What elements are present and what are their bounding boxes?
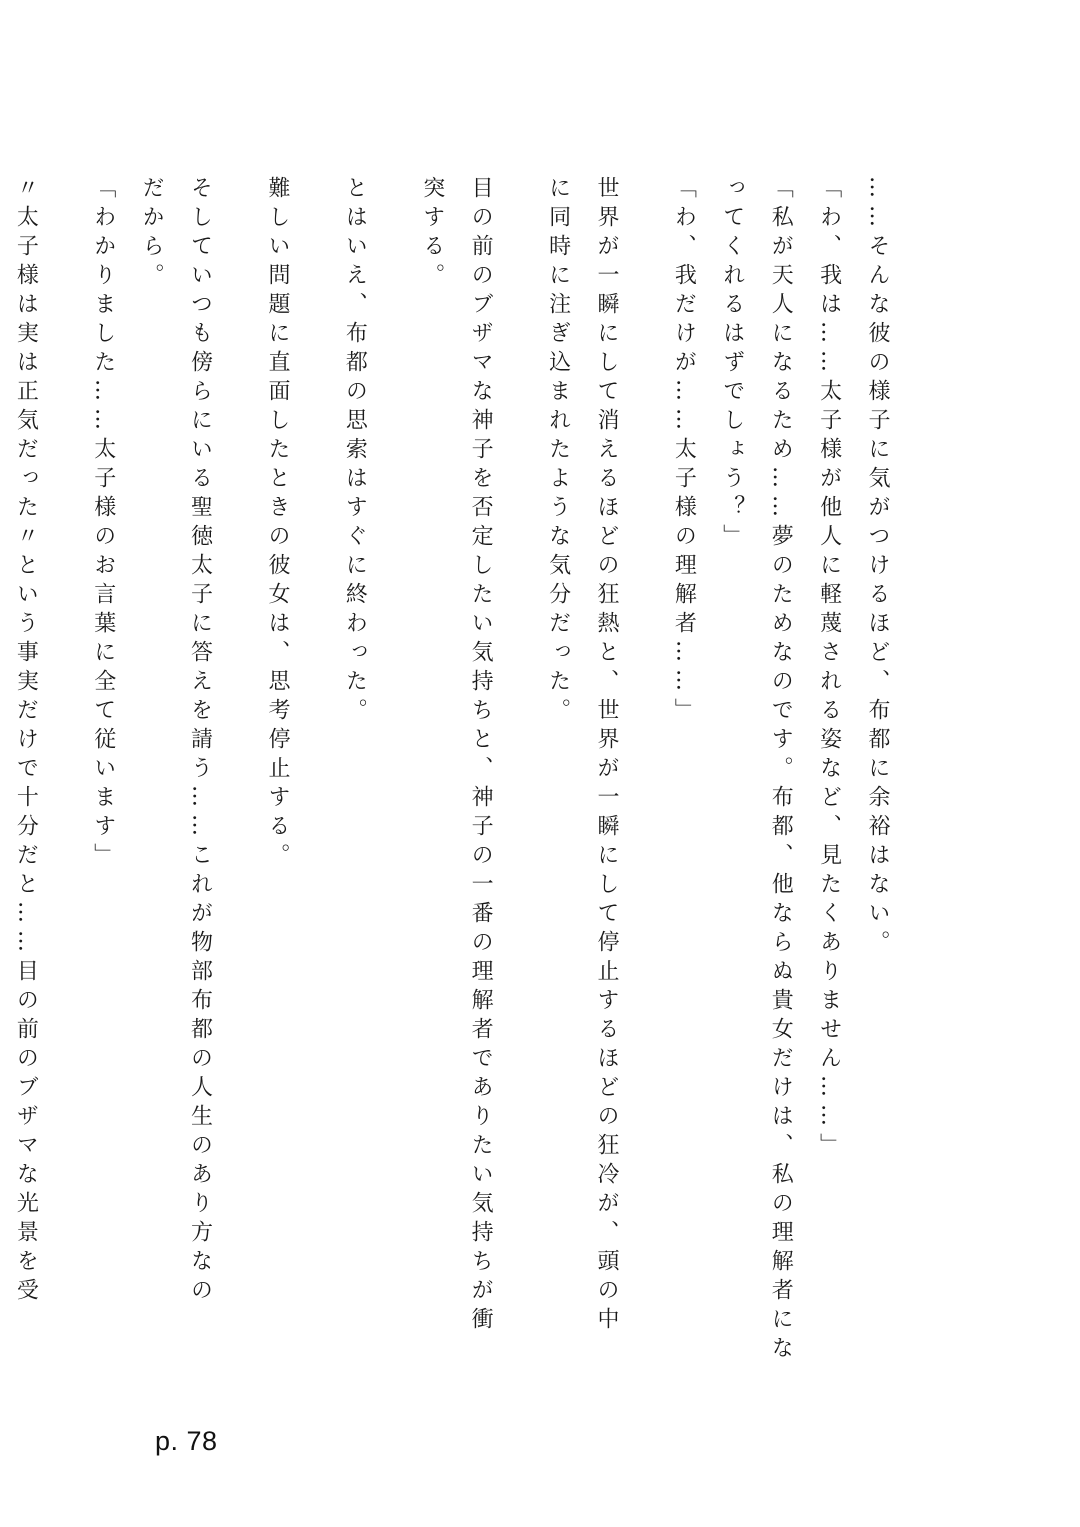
text-line-13: だから。 bbox=[139, 176, 165, 292]
text-line-4: ってくれるはずでしょう？」 bbox=[719, 176, 745, 553]
text-line-5: 「わ、我だけが……太子様の理解者……」 bbox=[671, 176, 697, 727]
text-line-8: 目の前のブザマな神子を否定したい気持ちと、神子の一番の理解者でありたい気持ちが衝 bbox=[468, 176, 494, 1336]
text-line-7: に同時に注ぎ込まれたような気分だった。 bbox=[545, 176, 571, 727]
text-line-1: ……そんな彼の様子に気がつけるほど、布都に余裕はない。 bbox=[865, 176, 890, 959]
text-line-2: 「わ、我は……太子様が他人に軽蔑される姿など、見たくありません……」 bbox=[816, 176, 842, 1162]
text-line-15: 〃太子様は実は正気だった〃という事実だけで十分だと……目の前のブザマな光景を受 bbox=[13, 176, 39, 1307]
text-line-10: とはいえ、布都の思索はすぐに終わった。 bbox=[342, 176, 368, 727]
text-line-9: 突する。 bbox=[419, 176, 445, 292]
text-line-3: 「私が天人になるため……夢のためなのです。布都、他ならぬ貴女だけは、私の理解者にな bbox=[768, 176, 794, 1365]
vertical-text-body bbox=[0, 176, 930, 1396]
text-line-12: そしていつも傍らにいる聖徳太子に答えを請う……これが物部布都の人生のあり方なの bbox=[187, 176, 213, 1307]
text-line-14: 「わかりました……太子様のお言葉に全て従います」 bbox=[90, 176, 116, 872]
page-number: p. 78 bbox=[155, 1426, 218, 1456]
text-line-6: 世界が一瞬にして消えるほどの狂熱と、世界が一瞬にして停止するほどの狂冷が、頭の中 bbox=[593, 176, 619, 1336]
text-line-11: 難しい問題に直面したときの彼女は、思考停止する。 bbox=[264, 176, 290, 872]
